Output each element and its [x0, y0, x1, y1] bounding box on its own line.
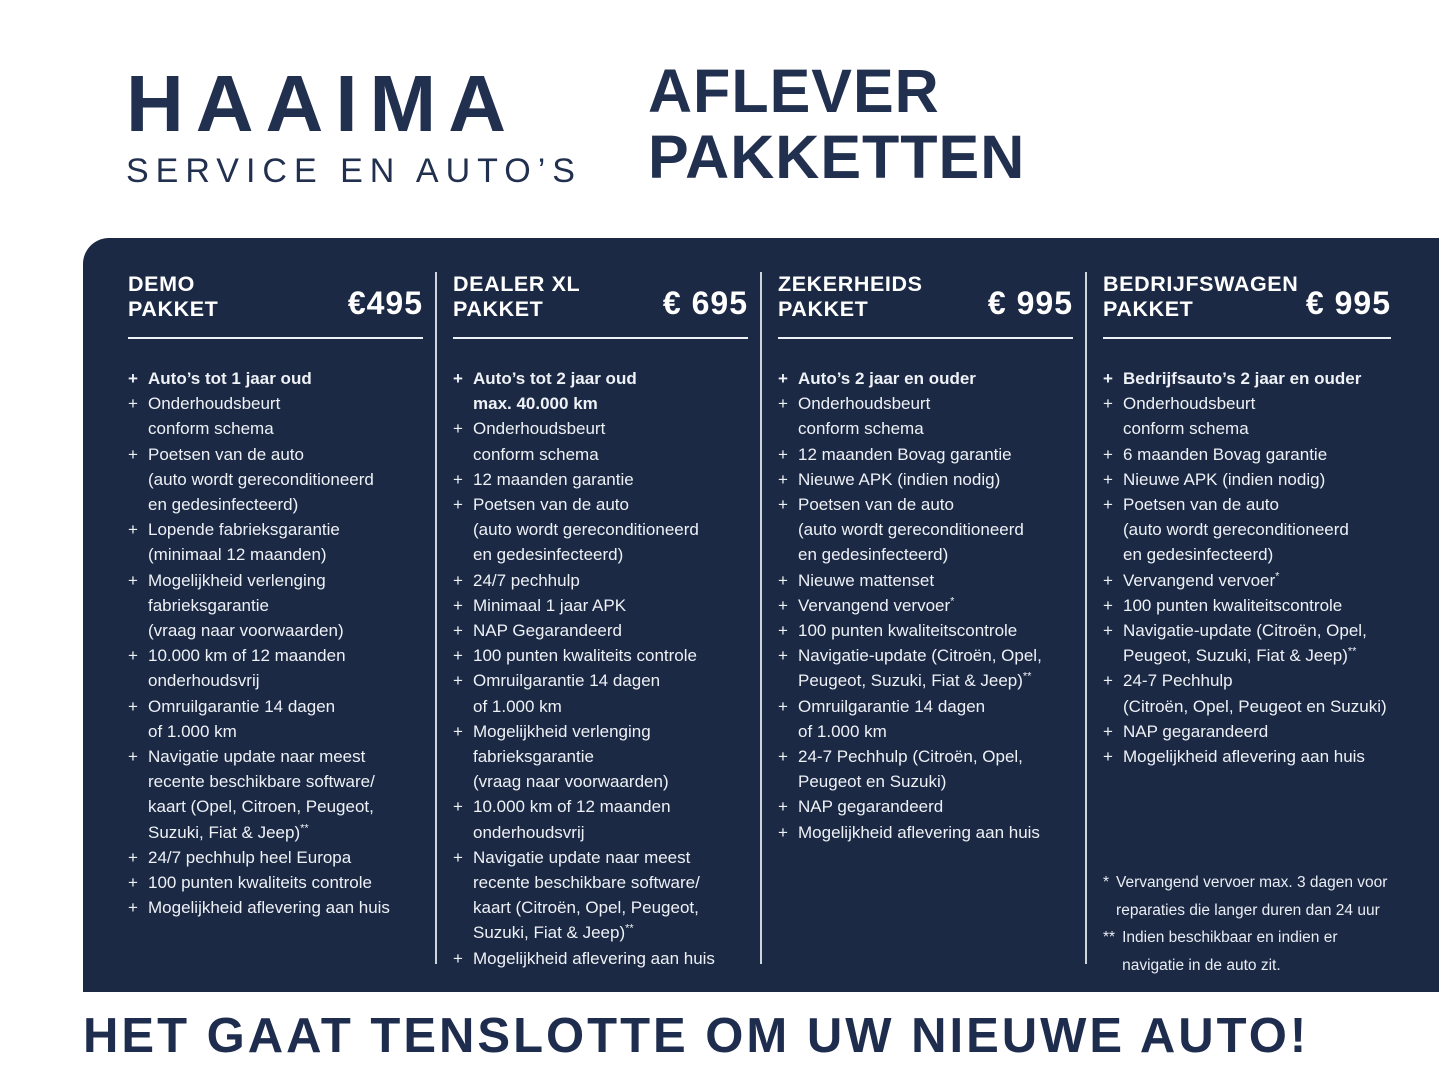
- package-item: [453, 568, 748, 593]
- item-line: Poetsen van de auto: [473, 495, 629, 515]
- plus-marker: +: [778, 646, 788, 666]
- package-item: [1103, 618, 1391, 668]
- item-line: Navigatie update naar meest: [473, 847, 691, 867]
- plus-marker: +: [1103, 394, 1113, 414]
- footnote-line: Indien beschikbaar en indien er: [1122, 929, 1338, 947]
- footnote: [1103, 869, 1391, 924]
- item-line: NAP gegarandeerd: [1123, 721, 1269, 741]
- package-item: [128, 694, 423, 744]
- package-column-dealer-xl: [437, 272, 762, 968]
- plus-marker: +: [778, 822, 788, 842]
- footnote-marker: **: [1103, 929, 1116, 947]
- package-item-text: [798, 643, 1042, 693]
- package-item-text: [1123, 442, 1327, 467]
- item-line: fabrieksgarantie: [473, 747, 594, 767]
- tagline: HET GAAT TENSLOTTE OM UW NIEUWE AUTO!: [83, 1009, 1310, 1063]
- item-line: Navigatie update naar meest: [148, 747, 366, 767]
- package-item-text: [148, 870, 372, 895]
- item-line: Onderhoudsbeurt: [148, 394, 281, 414]
- package-item: [778, 366, 1073, 391]
- item-line: Mogelijkheid aflevering aan huis: [798, 822, 1040, 842]
- package-price: € 995: [987, 285, 1073, 321]
- plus-marker: +: [778, 595, 788, 615]
- package-item: [453, 467, 748, 492]
- package-item-text: [798, 744, 1023, 794]
- item-line: Peugeot, Suzuki, Fiat & Jeep)**: [1123, 645, 1357, 666]
- package-item-text: [473, 366, 637, 416]
- asterisk-note-marker: *: [950, 595, 955, 608]
- plus-marker: +: [778, 369, 788, 388]
- package-name: [778, 272, 923, 322]
- item-line: Omruilgarantie 14 dagen: [148, 696, 336, 716]
- item-line: 24-7 Pechhulp: [1123, 671, 1233, 691]
- package-item: [1103, 593, 1391, 618]
- plus-marker: +: [453, 495, 463, 515]
- package-item: [778, 794, 1073, 819]
- item-line: Peugeot en Suzuki): [798, 772, 947, 792]
- footnote-line: navigatie in de auto zit.: [1122, 956, 1281, 974]
- package-item-text: [798, 366, 976, 391]
- plus-marker: +: [778, 621, 788, 641]
- package-item: [1103, 467, 1391, 492]
- package-item: [778, 391, 1073, 441]
- plus-marker: +: [778, 469, 788, 489]
- plus-marker: +: [778, 797, 788, 817]
- plus-marker: +: [453, 797, 463, 817]
- plus-marker: +: [128, 444, 138, 464]
- item-line: of 1.000 km: [473, 696, 562, 716]
- asterisk-note-marker: **: [300, 822, 309, 834]
- asterisk-note-marker: **: [625, 922, 634, 935]
- item-line: 24/7 pechhulp heel Europa: [148, 847, 352, 867]
- package-name-line: PAKKET: [128, 297, 219, 321]
- package-item-text: [798, 618, 1017, 643]
- header-divider: [778, 337, 1073, 339]
- package-item: [1103, 366, 1391, 391]
- item-line: Poetsen van de auto: [1123, 495, 1279, 515]
- item-line: Peugeot, Suzuki, Fiat & Jeep)**: [798, 670, 1032, 691]
- asterisk-note-marker: **: [1347, 645, 1357, 658]
- package-item: [453, 593, 748, 618]
- item-line: onderhoudsvrij: [148, 671, 260, 691]
- plus-marker: +: [1103, 469, 1113, 489]
- package-item-text: [798, 820, 1040, 845]
- package-item-text: [473, 845, 700, 946]
- package-item-text: [148, 845, 351, 870]
- package-item-text: [1123, 668, 1387, 718]
- plus-marker: +: [128, 747, 138, 767]
- package-item-text: [1123, 366, 1361, 391]
- item-line: conform schema: [148, 419, 274, 439]
- item-line: Lopende fabrieksgarantie: [148, 520, 340, 540]
- item-line: en gedesinfecteerd): [798, 545, 949, 565]
- package-item-text: [148, 694, 335, 744]
- plus-marker: +: [453, 948, 463, 968]
- package-item: [128, 391, 423, 441]
- item-line: 24-7 Pechhulp (Citroën, Opel,: [798, 747, 1023, 767]
- item-line: Auto’s tot 2 jaar oud: [473, 369, 637, 388]
- item-line: (auto wordt gereconditioneerd: [473, 520, 699, 540]
- plus-marker: +: [128, 369, 138, 388]
- package-item-text: [148, 442, 374, 518]
- item-line: max. 40.000 km: [473, 394, 598, 414]
- asterisk-note-marker: *: [1275, 569, 1280, 582]
- plus-marker: +: [778, 696, 788, 716]
- package-item: [778, 492, 1073, 568]
- package-name: [1103, 272, 1298, 322]
- item-line: 12 maanden garantie: [473, 469, 634, 489]
- item-line: conform schema: [798, 419, 924, 439]
- plus-marker: +: [1103, 621, 1113, 641]
- package-header: [453, 272, 748, 322]
- page-title: [648, 58, 1025, 190]
- package-item-list: [453, 366, 748, 971]
- item-line: Omruilgarantie 14 dagen: [798, 696, 986, 716]
- plus-marker: +: [1103, 444, 1113, 464]
- item-line: (auto wordt gereconditioneerd: [798, 520, 1024, 540]
- footnote: [1103, 924, 1391, 979]
- plus-marker: +: [1103, 671, 1113, 691]
- item-line: 100 punten kwaliteitscontrole: [798, 621, 1018, 641]
- plus-marker: +: [128, 898, 138, 918]
- package-item-list: [778, 366, 1073, 845]
- package-item-text: [798, 794, 943, 819]
- item-line: Nieuwe mattenset: [798, 570, 935, 590]
- plus-marker: +: [128, 570, 138, 590]
- item-line: Onderhoudsbeurt: [473, 419, 606, 439]
- package-header: [778, 272, 1073, 322]
- package-item-text: [473, 568, 580, 593]
- item-line: of 1.000 km: [798, 721, 887, 741]
- item-line: 100 punten kwaliteitscontrole: [1123, 595, 1343, 615]
- package-name: [128, 272, 218, 322]
- package-item-text: [473, 618, 622, 643]
- item-line: kaart (Citroën, Opel, Peugeot,: [473, 898, 699, 918]
- item-line: Onderhoudsbeurt: [798, 394, 931, 414]
- package-item-text: [1123, 719, 1268, 744]
- package-item: [128, 643, 423, 693]
- item-line: Vervangend vervoer*: [798, 595, 955, 615]
- item-line: (vraag naar voorwaarden): [473, 772, 669, 792]
- header-divider: [453, 337, 748, 339]
- package-header: [128, 272, 423, 322]
- item-line: 12 maanden Bovag garantie: [798, 444, 1012, 464]
- package-item: [778, 643, 1073, 693]
- package-item: [778, 467, 1073, 492]
- item-line: Onderhoudsbeurt: [1123, 394, 1256, 414]
- package-price: € 995: [1305, 285, 1391, 321]
- item-line: conform schema: [1123, 419, 1249, 439]
- package-item-text: [148, 568, 344, 644]
- package-item: [453, 719, 748, 795]
- package-item: [128, 744, 423, 845]
- plus-marker: +: [128, 696, 138, 716]
- item-line: 100 punten kwaliteits controle: [148, 873, 372, 893]
- asterisk-note-marker: **: [1022, 670, 1032, 683]
- plus-marker: +: [1103, 595, 1113, 615]
- item-line: 100 punten kwaliteits controle: [473, 646, 697, 666]
- package-column-zekerheids: [762, 272, 1087, 964]
- plus-marker: +: [453, 847, 463, 867]
- header-divider: [1103, 337, 1391, 339]
- package-item: [778, 442, 1073, 467]
- item-line: conform schema: [473, 444, 599, 464]
- package-item: [453, 643, 748, 668]
- package-item-text: [473, 946, 715, 971]
- package-item-list: [128, 366, 423, 920]
- item-line: onderhoudsvrij: [473, 822, 585, 842]
- package-item: [453, 845, 748, 946]
- item-line: of 1.000 km: [148, 721, 237, 741]
- package-item-text: [473, 794, 671, 844]
- brand-logo: [126, 59, 582, 190]
- plus-marker: +: [453, 570, 463, 590]
- plus-marker: +: [453, 721, 463, 741]
- item-line: en gedesinfecteerd): [473, 545, 624, 565]
- packages-row: [83, 238, 1439, 992]
- item-line: Mogelijkheid aflevering aan huis: [1123, 747, 1365, 767]
- package-item-text: [1123, 467, 1325, 492]
- package-item-text: [148, 643, 346, 693]
- plus-marker: +: [128, 847, 138, 867]
- package-item-text: [798, 694, 985, 744]
- plus-marker: +: [778, 495, 788, 515]
- package-item-text: [1123, 391, 1255, 441]
- plus-marker: +: [1103, 495, 1113, 515]
- item-line: Suzuki, Fiat & Jeep)**: [473, 922, 634, 943]
- brand-subtitle: SERVICE EN AUTO’S: [126, 152, 582, 190]
- packages-panel: [83, 238, 1439, 992]
- package-item: [128, 845, 423, 870]
- package-name: [453, 272, 580, 322]
- package-item-text: [148, 744, 375, 845]
- package-item-text: [798, 568, 934, 593]
- item-line: kaart (Opel, Citroen, Peugeot,: [148, 797, 374, 817]
- item-line: (auto wordt gereconditioneerd: [148, 469, 374, 489]
- item-line: recente beschikbare software/: [473, 873, 700, 893]
- footnote-marker: *: [1103, 874, 1110, 892]
- plus-marker: +: [128, 394, 138, 414]
- package-item-text: [798, 467, 1000, 492]
- package-item: [453, 366, 748, 416]
- package-item: [778, 593, 1073, 618]
- package-column-bedrijfswagen: [1087, 272, 1439, 974]
- item-line: Bedrijfsauto’s 2 jaar en ouder: [1123, 369, 1362, 388]
- footnote-text: [1116, 869, 1387, 924]
- plus-marker: +: [1103, 747, 1113, 767]
- plus-marker: +: [778, 747, 788, 767]
- plus-marker: +: [1103, 570, 1113, 590]
- plus-marker: +: [1103, 369, 1113, 388]
- page-title-line2: PAKKETTEN: [648, 123, 1026, 191]
- package-item: [1103, 719, 1391, 744]
- package-item-text: [473, 492, 699, 568]
- package-item-text: [1123, 492, 1349, 568]
- package-item: [1103, 568, 1391, 593]
- header-divider: [128, 337, 423, 339]
- plus-marker: +: [1103, 721, 1113, 741]
- package-item-text: [473, 593, 626, 618]
- package-item: [128, 568, 423, 644]
- plus-marker: +: [453, 419, 463, 439]
- item-line: en gedesinfecteerd): [1123, 545, 1274, 565]
- item-line: 6 maanden Bovag garantie: [1123, 444, 1328, 464]
- package-item-text: [798, 442, 1012, 467]
- item-line: Poetsen van de auto: [798, 495, 954, 515]
- package-name-line: PAKKET: [453, 297, 544, 321]
- plus-marker: +: [778, 570, 788, 590]
- item-line: Suzuki, Fiat & Jeep)**: [148, 822, 309, 842]
- package-name-line: BEDRIJFSWAGEN: [1103, 272, 1299, 296]
- package-item-text: [1123, 618, 1367, 668]
- item-line: (Citroën, Opel, Peugeot en Suzuki): [1123, 696, 1387, 716]
- item-line: Mogelijkheid aflevering aan huis: [148, 898, 390, 918]
- plus-marker: +: [453, 621, 463, 641]
- package-item-text: [148, 391, 280, 441]
- package-price: € 695: [662, 285, 748, 321]
- package-item: [1103, 492, 1391, 568]
- package-header: [1103, 272, 1391, 322]
- package-item: [1103, 668, 1391, 718]
- footnotes: [1103, 869, 1391, 979]
- item-line: (minimaal 12 maanden): [148, 545, 327, 565]
- package-item-text: [148, 366, 312, 391]
- package-item-text: [798, 593, 954, 618]
- footnote-text: [1122, 924, 1337, 979]
- item-line: recente beschikbare software/: [148, 772, 375, 792]
- item-line: Mogelijkheid verlenging: [148, 570, 326, 590]
- item-line: (vraag naar voorwaarden): [148, 621, 344, 641]
- package-item-text: [148, 895, 390, 920]
- package-item: [128, 870, 423, 895]
- item-line: Omruilgarantie 14 dagen: [473, 671, 661, 691]
- footnote-line: Vervangend vervoer max. 3 dagen voor: [1116, 874, 1388, 892]
- package-item: [778, 744, 1073, 794]
- package-item: [778, 568, 1073, 593]
- item-line: en gedesinfecteerd): [148, 495, 299, 515]
- plus-marker: +: [453, 469, 463, 489]
- package-item-text: [1123, 744, 1365, 769]
- plus-marker: +: [453, 646, 463, 666]
- plus-marker: +: [453, 595, 463, 615]
- package-item-text: [473, 719, 669, 795]
- package-item: [128, 517, 423, 567]
- plus-marker: +: [128, 646, 138, 666]
- package-item: [453, 492, 748, 568]
- item-line: Navigatie-update (Citroën, Opel,: [798, 646, 1042, 666]
- plus-marker: +: [128, 520, 138, 540]
- package-item: [453, 668, 748, 718]
- item-line: Navigatie-update (Citroën, Opel,: [1123, 621, 1367, 641]
- package-name-line: DEMO: [128, 272, 195, 296]
- package-item: [778, 820, 1073, 845]
- item-line: (auto wordt gereconditioneerd: [1123, 520, 1349, 540]
- package-item: [778, 618, 1073, 643]
- package-item: [453, 416, 748, 466]
- item-line: fabrieksgarantie: [148, 595, 269, 615]
- package-item: [128, 366, 423, 391]
- plus-marker: +: [128, 873, 138, 893]
- plus-marker: +: [778, 394, 788, 414]
- item-line: Poetsen van de auto: [148, 444, 304, 464]
- item-line: NAP Gegarandeerd: [473, 621, 623, 641]
- package-name-line: ZEKERHEIDS: [778, 272, 923, 296]
- package-name-line: PAKKET: [778, 297, 869, 321]
- package-column-demo: [128, 272, 437, 964]
- item-line: Mogelijkheid aflevering aan huis: [473, 948, 715, 968]
- plus-marker: +: [453, 369, 463, 388]
- package-name-line: PAKKET: [1103, 297, 1194, 321]
- item-line: Vervangend vervoer*: [1123, 569, 1280, 590]
- package-item-text: [473, 668, 660, 718]
- package-item-text: [473, 416, 605, 466]
- item-line: Minimaal 1 jaar APK: [473, 595, 627, 615]
- footnote-line: reparaties die langer duren dan 24 uur: [1116, 901, 1380, 919]
- package-item: [128, 895, 423, 920]
- package-item-text: [798, 391, 930, 441]
- item-line: Auto’s 2 jaar en ouder: [798, 369, 976, 388]
- package-item: [778, 694, 1073, 744]
- item-line: Auto’s tot 1 jaar oud: [148, 369, 312, 388]
- package-item-list: [1103, 366, 1391, 769]
- page-title-line1: AFLEVER: [648, 57, 940, 125]
- package-name-line: DEALER XL: [453, 272, 581, 296]
- package-item: [453, 618, 748, 643]
- item-line: 10.000 km of 12 maanden: [473, 797, 671, 817]
- item-line: Mogelijkheid verlenging: [473, 721, 651, 741]
- item-line: Nieuwe APK (indien nodig): [1123, 469, 1326, 489]
- plus-marker: +: [453, 671, 463, 691]
- package-item: [1103, 442, 1391, 467]
- item-line: 24/7 pechhulp: [473, 570, 580, 590]
- package-item-text: [148, 517, 340, 567]
- package-item: [128, 442, 423, 518]
- package-item: [1103, 744, 1391, 769]
- package-item: [453, 794, 748, 844]
- package-item-text: [798, 492, 1024, 568]
- package-price: €495: [347, 285, 423, 321]
- item-line: 10.000 km of 12 maanden: [148, 646, 346, 666]
- item-line: NAP gegarandeerd: [798, 797, 944, 817]
- package-item-text: [1123, 568, 1279, 593]
- plus-marker: +: [778, 444, 788, 464]
- package-item: [453, 946, 748, 971]
- package-item-text: [473, 643, 697, 668]
- package-item: [1103, 391, 1391, 441]
- package-item-text: [1123, 593, 1342, 618]
- package-item-text: [473, 467, 634, 492]
- brand-name: HAAIMA: [126, 59, 518, 148]
- item-line: Nieuwe APK (indien nodig): [798, 469, 1001, 489]
